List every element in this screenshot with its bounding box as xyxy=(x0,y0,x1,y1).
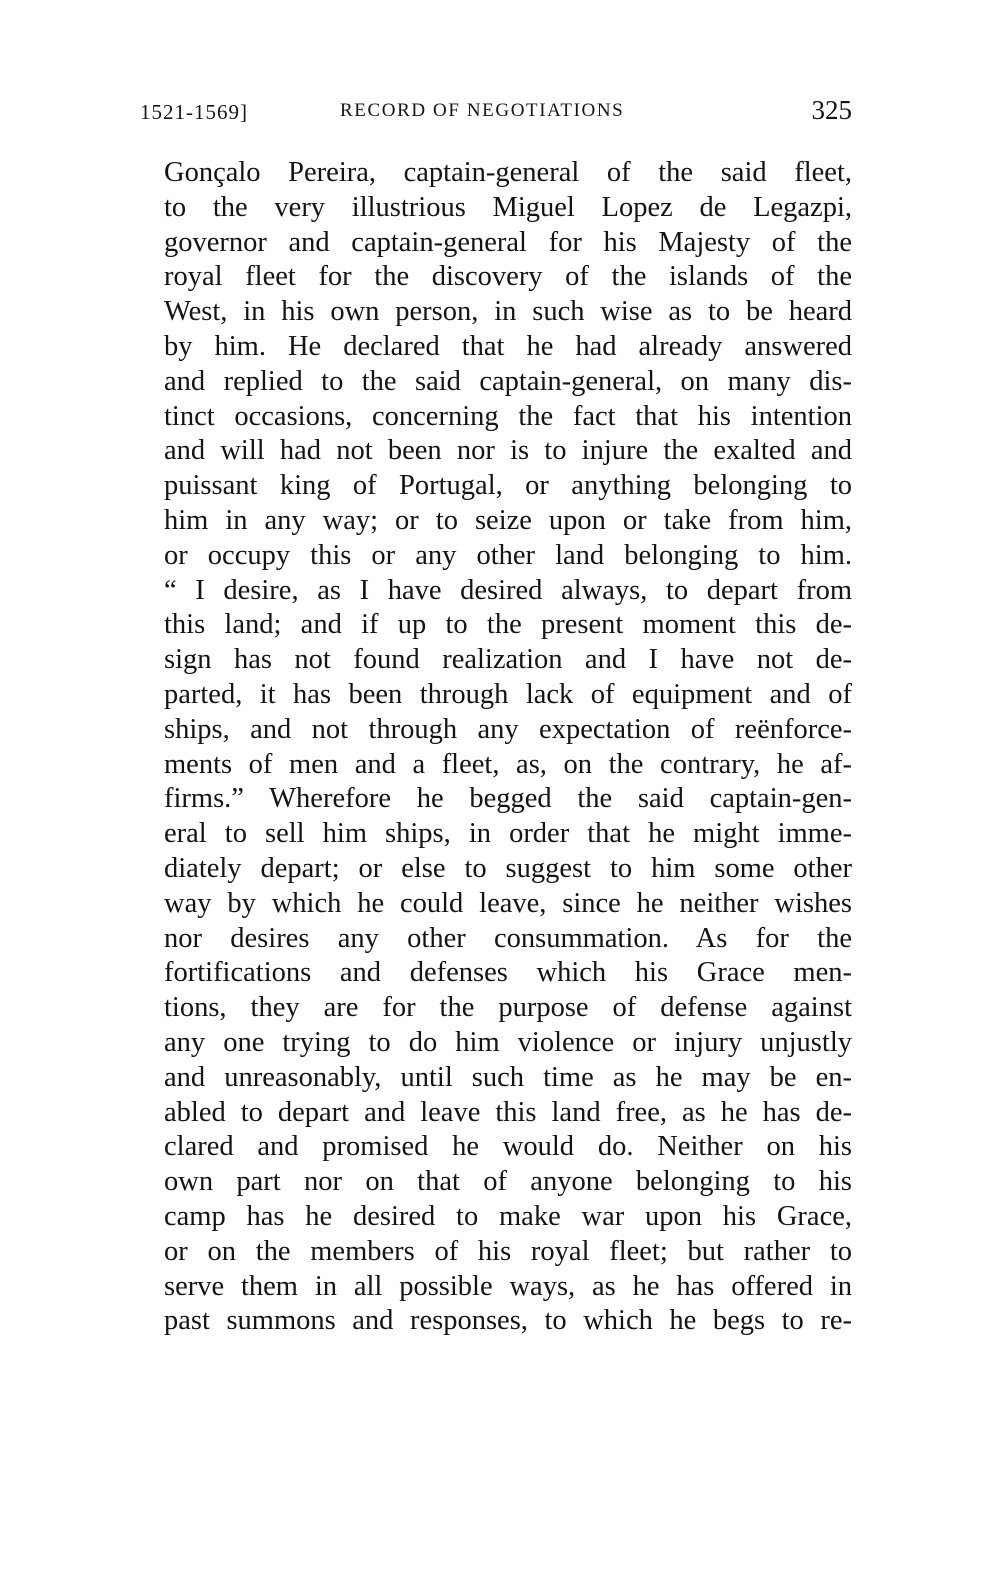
text-line: Gonçalo Pereira, captain-general of the said fleet, xyxy=(164,157,852,188)
text-line: past summons and responses, to which he begs to re- xyxy=(164,1305,852,1337)
text-line: parted, it has been through lack of equipment and of xyxy=(164,678,852,710)
text-line: serve them in all possible ways, as he has offered in xyxy=(164,1270,852,1302)
text-line: nor desires any other consummation. As for the xyxy=(164,922,852,954)
text-line: own part nor on that of anyone belonging to his xyxy=(164,1166,852,1198)
text-line: firms.” Wherefore he begged the said captain-gen- xyxy=(164,783,852,815)
text-line: ships, and not through any expectation of reënforce- xyxy=(164,713,852,745)
text-line: tinct occasions, concerning the fact that his intention xyxy=(164,400,852,432)
text-line: sign has not found realization and I have not de- xyxy=(164,644,852,676)
text-line: and unreasonably, until such time as he may be en- xyxy=(164,1061,852,1093)
header-running-title: RECORD OF NEGOTIATIONS xyxy=(340,100,625,121)
text-line: abled to depart and leave this land free, as he has de- xyxy=(164,1096,852,1128)
running-header xyxy=(140,95,852,134)
text-line: “ I desire, as I have desired always, to depart from xyxy=(164,574,852,606)
body-text xyxy=(164,156,852,1339)
text-line: camp has he desired to make war upon his Grace, xyxy=(164,1200,852,1232)
text-line: ments of men and a fleet, as, on the contrary, he af- xyxy=(164,748,852,780)
text-line: any one trying to do him violence or injury unjustly xyxy=(164,1026,852,1058)
text-line: diately depart; or else to suggest to him some other xyxy=(164,852,852,884)
text-line: royal fleet for the discovery of the islands of the xyxy=(164,261,852,293)
text-line: puissant king of Portugal, or anything belonging to xyxy=(164,470,852,502)
page-number: 325 xyxy=(811,95,852,125)
text-line: him in any way; or to seize upon or take from him, xyxy=(164,504,852,536)
text-line: to the very illustrious Miguel Lopez de Legazpi, xyxy=(164,191,852,223)
text-line: by him. He declared that he had already answered xyxy=(164,330,852,362)
text-line: or on the members of his royal fleet; but rather to xyxy=(164,1235,852,1267)
text-line: and replied to the said captain-general, on many dis- xyxy=(164,365,852,397)
text-line: fortifications and defenses which his Grace men- xyxy=(164,957,852,989)
text-line: way by which he could leave, since he neither wishes xyxy=(164,887,852,919)
text-line: clared and promised he would do. Neither on his xyxy=(164,1131,852,1163)
text-line: or occupy this or any other land belonging to him. xyxy=(164,539,852,571)
text-line: tions, they are for the purpose of defense against xyxy=(164,992,852,1024)
text-line: and will had not been nor is to injure the exalted and xyxy=(164,435,852,467)
text-line: West, in his own person, in such wise as to be heard xyxy=(164,296,852,328)
header-date-range: 1521-1569] xyxy=(140,100,248,124)
text-line: this land; and if up to the present moment this de- xyxy=(164,609,852,641)
text-line: governor and captain-general for his Majesty of the xyxy=(164,226,852,258)
text-line: eral to sell him ships, in order that he might imme- xyxy=(164,818,852,850)
